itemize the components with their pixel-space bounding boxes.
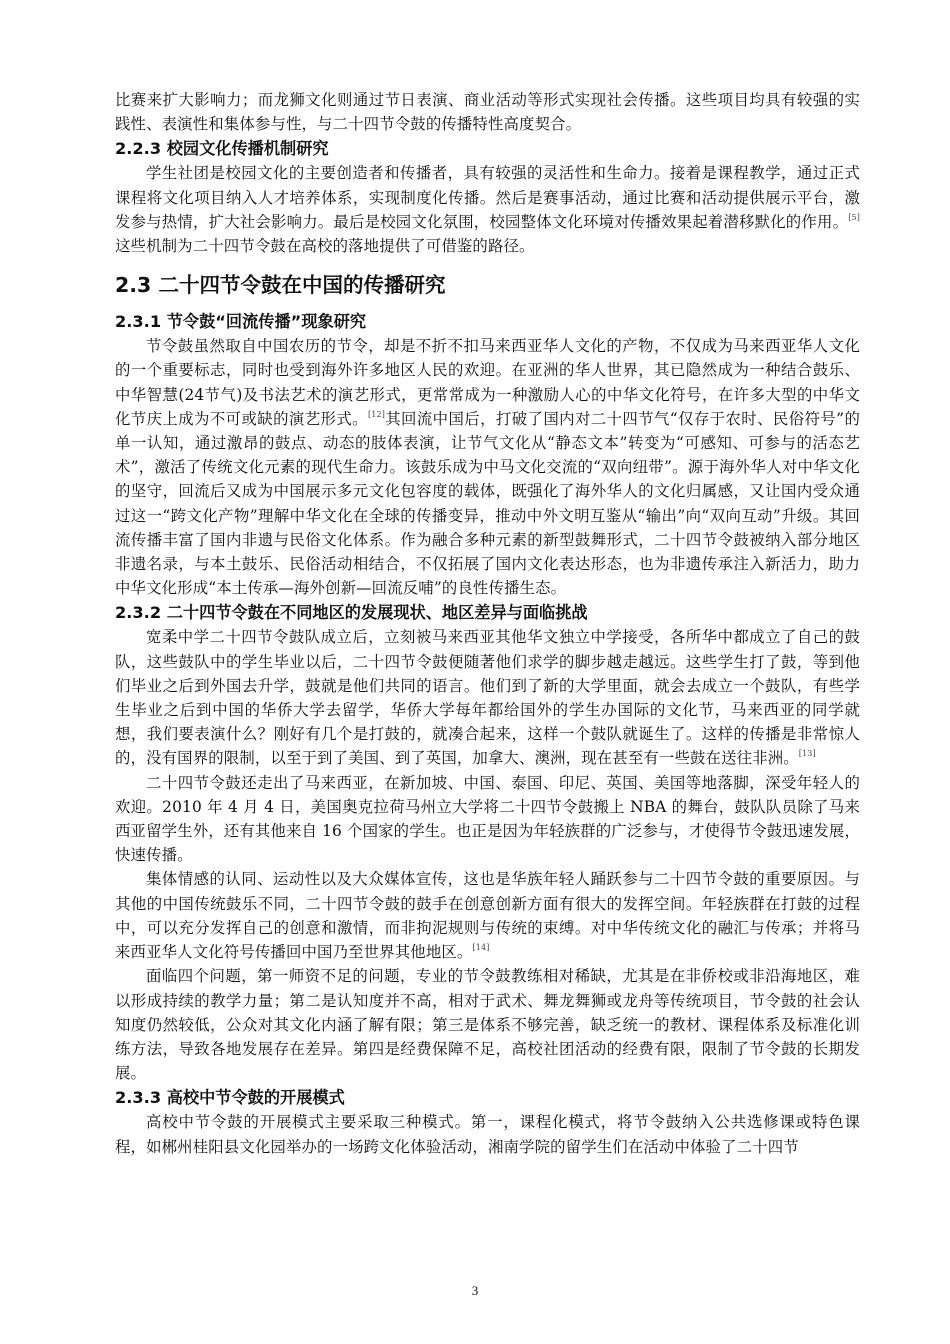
paragraph-2-3-2-c-text: 集体情感的认同、运动性以及大众媒体宣传，这也是华族年轻人踊跃参与二十四节令鼓的重要原因。与其他的中国传统鼓乐不同，二十四节令鼓的鼓手在创意创新方面有很大的发挥空间。年轻族群在打鼓的过程中，可以充分发挥自己的创意和激情，而非拘泥规则与传统的束缚。对中华传统文化的融汇与传承；并将马来西亚华人文化符号传播回中国乃至世界其他地区。 xyxy=(115,870,860,962)
paragraph-2-3-2-c xyxy=(115,867,860,964)
page-number: 3 xyxy=(471,1283,479,1298)
citation-13: [13] xyxy=(798,749,816,759)
paragraph-2-3-3-text: 高校中节令鼓的开展模式主要采取三种模式。第一，课程化模式，将节令鼓纳入公共选修课或特色课程，如郴州桂阳县文化园举办的一场跨文化体验活动，湘南学院的留学生们在活动中体验了二十四节 xyxy=(115,1113,860,1156)
paragraph-2-2-3 xyxy=(115,161,860,258)
paragraph-2-3-3 xyxy=(115,1110,860,1158)
heading-2-2-3: 2.2.3 校园文化传播机制研究 xyxy=(115,139,329,159)
paragraph-2-2-3-text-b: 这些机制为二十四节令鼓在高校的落地提供了可借鉴的路径。 xyxy=(115,237,535,256)
citation-12: [12] xyxy=(367,409,385,419)
paragraph-2-3-1-text-a: 节令鼓虽然取自中国农历的节令，却是不折不扣马来西亚华人文化的产物，不仅成为马来西亚华人文化的一个重要标志，同时也受到海外许多地区人民的欢迎。在亚洲的华人世界，其已隐然成为一种结合鼓乐、中华智慧(24节气)及书法艺术的演艺形式，更常常成为一种激励人心的中华文化符号，在许多大型的中华文化节庆上成为不可或缺的演艺形式。 xyxy=(115,337,860,428)
paragraph-intro xyxy=(115,88,860,136)
paragraph-intro-text: 比赛来扩大影响力；而龙狮文化则通过节日表演、商业活动等形式实现社会传播。这些项目均具有较强的实践性、表演性和集体参与性，与二十四节令鼓的传播特性高度契合。 xyxy=(115,91,860,134)
paragraph-2-3-2-d-text: 面临四个问题，第一师资不足的问题，专业的节令鼓教练相对稀缺，尤其是在非侨校或非沿海地区，难以形成持续的教学力量；第二是认知度并不高，相对于武术、舞龙舞狮或龙舟等传统项目，节令鼓的社会认知度仍然较低，公众对其文化内涵了解有限；第三是体系不够完善，缺乏统一的教材、课程体系及标准化训练方法，导致各地发展存在差异。第四是经费保障不足，高校社团活动的经费有限，限制了节令鼓的长期发展。 xyxy=(115,967,860,1083)
paragraph-2-3-1 xyxy=(115,334,860,600)
paragraph-2-3-2-a xyxy=(115,625,860,770)
heading-2-3: 2.3 二十四节令鼓在中国的传播研究 xyxy=(115,273,446,298)
heading-2-3-3: 2.3.3 高校中节令鼓的开展模式 xyxy=(115,1088,345,1108)
paragraph-2-3-2-d xyxy=(115,964,860,1085)
citation-14: [14] xyxy=(472,943,490,953)
paragraph-2-2-3-text: 学生社团是校园文化的主要创造者和传播者，具有较强的灵活性和生命力。接着是课程教学，通过正式课程将文化项目纳入人才培养体系，实现制度化传播。然后是赛事活动，通过比赛和活动提供展示平台，激发参与热情，扩大社会影响力。最后是校园文化氛围，校园整体文化环境对传播效果起着潜移默化的作用。 xyxy=(115,164,860,231)
paragraph-2-3-1-text-b: 其回流中国后，打破了国内对二十四节气“仅存于农时、民俗符号”的单一认知，通过激昂的鼓点、动态的肢体表演，让节气文化从“静态文本”转变为“可感知、可参与的活态艺术”，激活了传统文化元素的现代生命力。该鼓乐成为中马文化交流的“双向纽带”。源于海外华人对中华文化的坚守，回流后又成为中国展示多元文化包容度的载体，既强化了海外华人的文化归属感，又让国内受众通过这一“跨文化产物”理解中华文化在全球的传播变异，推动中外文明互鉴从“输出”向“双向互动”升级。其回流传播丰富了国内非遗与民俗文化体系。作为融合多种元素的新型鼓舞形式，二十四节令鼓被纳入部分地区非遗名录，与本土鼓乐、民俗活动相结合，不仅拓展了国内文化表达形态，也为非遗传承注入新活力，助力中华文化形成“本土传承—海外创新—回流反哺”的良性传播生态。 xyxy=(115,409,860,598)
paragraph-2-3-2-b xyxy=(115,771,860,868)
document-body xyxy=(115,88,860,1159)
paragraph-2-3-2-a-text: 宽柔中学二十四节令鼓队成立后，立刻被马来西亚其他华文独立中学接受，各所华中都成立了自己的鼓队，这些鼓队中的学生毕业以后，二十四节令鼓便随著他们求学的脚步越走越远。这些学生打了鼓，等到他们毕业之后到外国去升学，鼓就是他们共同的语言。他们到了新的大学里面，就会去成立一个鼓队，有些学生毕业之后到中国的华侨大学去留学，华侨大学每年都给国外的学生办国际的文化节，马来西亚的同学就想，我们要表演什么？刚好有几个是打鼓的，就凑合起来，这样一个鼓队就诞生了。这样的传播是非常惊人的，没有国界的限制，以至于到了美国、到了英国，加拿大、澳洲，现在甚至有一些鼓在送往非洲。 xyxy=(115,628,860,768)
paragraph-2-3-2-b-text: 二十四节令鼓还走出了马来西亚，在新加坡、中国、泰国、印尼、英国、美国等地落脚，深受年轻人的欢迎。2010 年 4 月 4 日，美国奥克拉荷马州立大学将二十四节令鼓搬上 NBA 的舞台，鼓队队员除了马来西亚留学生外，还有其他来自 16 个国家的学生。也正是因为年轻族群的广泛参与，才使得节令鼓迅速发展，快速传播。 xyxy=(115,773,860,865)
heading-2-3-2: 2.3.2 二十四节令鼓在不同地区的发展现状、地区差异与面临挑战 xyxy=(115,603,588,623)
citation-5: [5] xyxy=(848,212,860,222)
heading-2-3-1: 2.3.1 节令鼓“回流传播”现象研究 xyxy=(115,312,367,332)
